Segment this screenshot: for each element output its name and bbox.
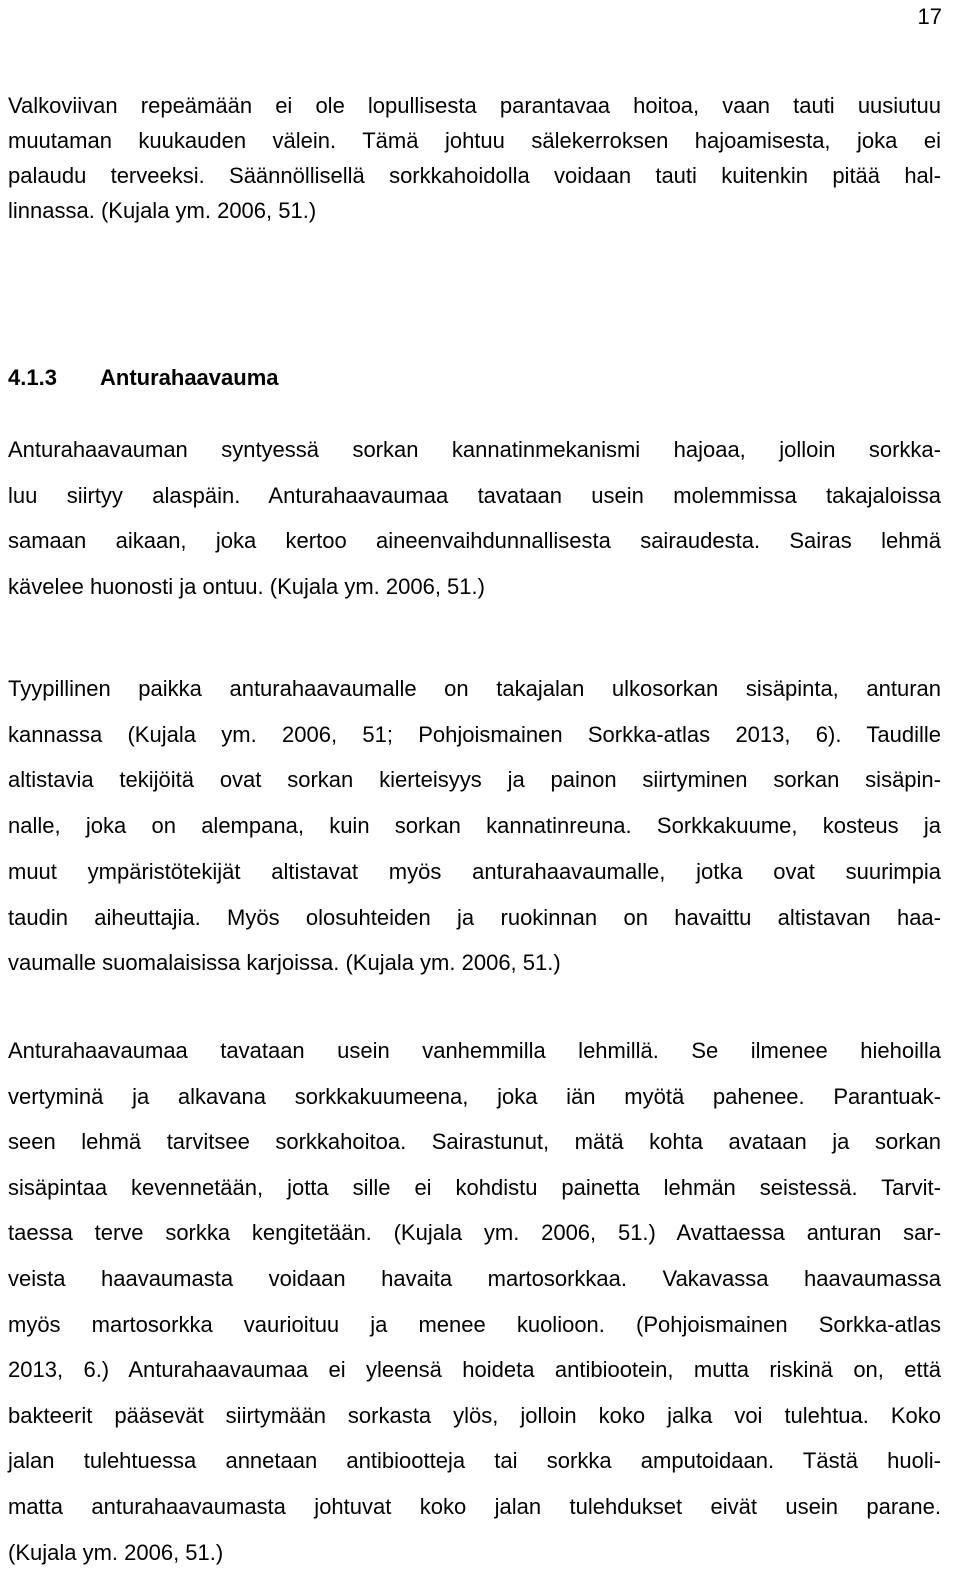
paragraph-valkoviiva	[8, 88, 941, 228]
text-line: muut ympäristötekijät altistavat myös anturahaavaumalle, jotka ovat suurimpia	[8, 858, 941, 884]
text-line: 2013, 6.) Anturahaavaumaa ei yleensä hoideta antibiootein, mutta riskinä on, että	[8, 1357, 941, 1383]
paragraph-typical-location	[8, 666, 941, 986]
text-line: Valkoviivan repeämään ei ole lopullisesta parantavaa hoitoa, vaan tauti uusiutuu	[8, 93, 941, 118]
text-line: Anturahaavauman syntyessä sorkan kannatinmekanismi hajoaa, jolloin sorkka-	[8, 437, 941, 462]
text-line: bakteerit pääsevät siirtymään sorkasta ylös, jolloin koko jalka voi tulehtua. Koko	[8, 1402, 941, 1428]
text-line: altistavia tekijöitä ovat sorkan kierteisyys ja painon siirtyminen sorkan sisäpin-	[8, 767, 941, 793]
text-line: veista haavaumasta voidaan havaita martosorkkaa. Vakavassa haavaumassa	[8, 1265, 941, 1291]
text-line: linnassa. (Kujala ym. 2006, 51.)	[8, 198, 317, 223]
text-line: matta anturahaavaumasta johtuvat koko jalan tulehdukset eivät usein parane.	[8, 1493, 941, 1519]
text-line: kannassa (Kujala ym. 2006, 51; Pohjoismainen Sorkka-atlas 2013, 6). Taudille	[8, 721, 941, 747]
text-line: sisäpintaa kevennetään, jotta sille ei kohdistu painetta lehmän seistessä. Tarvit-	[8, 1174, 941, 1200]
text-line: kävelee huonosti ja ontuu. (Kujala ym. 2006, 51.)	[8, 573, 485, 599]
text-line: Tyypillinen paikka anturahaavaumalle on takajalan ulkosorkan sisäpinta, anturan	[8, 676, 941, 701]
text-line: myös martosorkka vaurioituu ja menee kuolioon. (Pohjoismainen Sorkka-atlas	[8, 1311, 941, 1337]
text-line: taudin aiheuttajia. Myös olosuhteiden ja ruokinnan on havaittu altistavan haa-	[8, 904, 941, 930]
text-line: luu siirtyy alaspäin. Anturahaavaumaa tavataan usein molemmissa takajaloissa	[8, 482, 941, 508]
text-line: samaan aikaan, joka kertoo aineenvaihdunnallisesta sairaudesta. Sairas lehmä	[8, 528, 941, 553]
page-number: 17	[917, 4, 942, 29]
text-line: seen lehmä tarvitsee sorkkahoitoa. Sairastunut, mätä kohta avataan ja sorkan	[8, 1129, 941, 1155]
text-line: taessa terve sorkka kengitetään. (Kujala ym. 2006, 51.) Avattaessa anturan sar-	[8, 1220, 941, 1246]
text-line: vertyminä ja alkavana sorkkakuumeena, joka iän myötä pahenee. Parantuak-	[8, 1083, 941, 1109]
text-line: nalle, joka on alempana, kuin sorkan kannatinreuna. Sorkkakuume, kosteus ja	[8, 813, 941, 839]
text-line: muutaman kuukauden välein. Tämä johtuu sälekerroksen hajoamisesta, joka ei	[8, 128, 941, 153]
text-line: Anturahaavaumaa tavataan usein vanhemmilla lehmillä. Se ilmenee hiehoilla	[8, 1038, 941, 1063]
section-heading	[8, 360, 279, 396]
text-line: (Kujala ym. 2006, 51.)	[8, 1539, 224, 1565]
paragraph-treatment	[8, 1028, 941, 1575]
text-line: vaumalle suomalaisissa karjoissa. (Kujala ym. 2006, 51.)	[8, 950, 561, 976]
section-title: Anturahaavauma	[100, 365, 279, 390]
paragraph-anturahaavauma-intro	[8, 427, 941, 609]
text-line: jalan tulehtuessa annetaan antibiootteja tai sorkka amputoidaan. Tästä huoli-	[8, 1448, 941, 1474]
section-number: 4.1.3	[8, 365, 57, 390]
text-line: palaudu terveeksi. Säännöllisellä sorkkahoidolla voidaan tauti kuitenkin pitää hal-	[8, 163, 941, 188]
